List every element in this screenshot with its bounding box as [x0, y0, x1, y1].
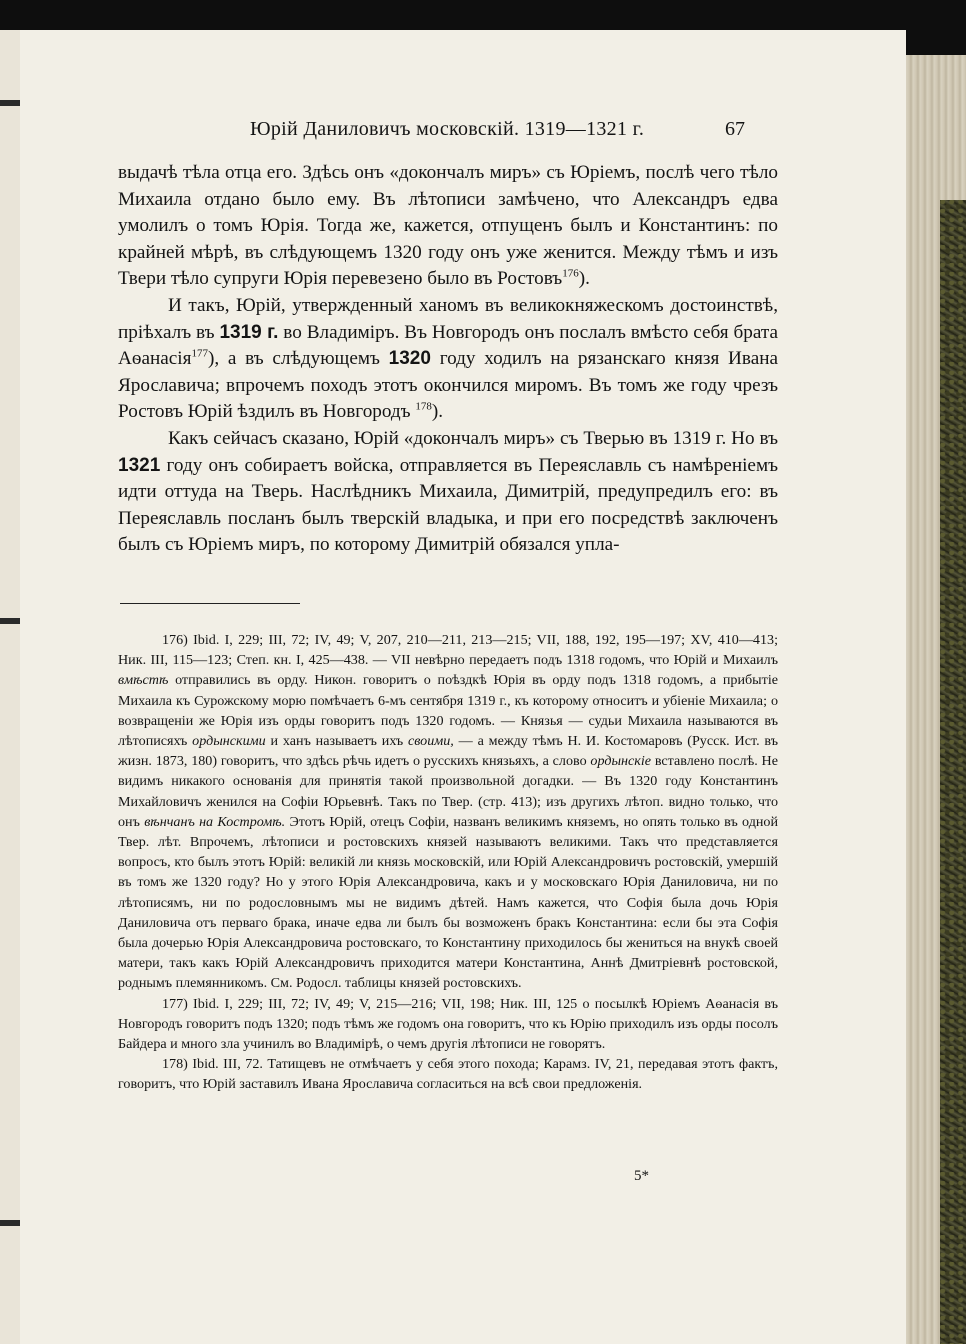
paragraph-2: И такъ, Юрій, утвержденный ханомъ въ великокняжескомъ достоинствѣ, пріѣхалъ въ 1319 г. во Владиміръ. Въ Новгородъ онъ послалъ вмѣсто себя брата Аѳанасія$^{177}$), а въ слѣдующемъ 1320 году ходилъ на рязанскаго князя Ивана Ярославича; впрочемъ походъ этотъ окончился миромъ. Въ томъ же году чрезъ Ростовъ Юрій ѣздилъ въ Новгородъ $^{178}$).: [118, 294, 779, 423]
footnotes: [118, 630, 778, 1095]
left-page-edge: [0, 30, 22, 1344]
book-page: [20, 30, 906, 1344]
note-ref: 176: [562, 267, 579, 280]
footnote-rule: [120, 603, 300, 604]
footnote-176: 176) Ibid. I, 229; III, 72; IV, 49; V, 207, 210—211, 213—215; VII, 188, 192, 195—197; XV, 410—413; Ник. III, 115—123; Степ. кн. I, 425—438. — VII невѣрно передаетъ подъ 1318 годомъ, что Юрій и Михаилъ вмѣстѣ отправились въ орду. Никон. говоритъ о поѣздкѣ Юрія въ орду подъ 1318 годомъ, а прибытіе Михаила къ Сурожскому морю помѣчаетъ 6-мъ сентября 1319 г., къ которому относитъ и убіеніе Михаила; о возвращеніи же Юрія изъ орды говоритъ подъ 1320 годомъ. — Князья — судьи Михаила называются въ лѣтописяхъ ордынскими и ханъ называетъ ихъ своими, — а между тѣмъ Н. И. Костомаровъ (Русск. Ист. въ жизн. 1873, 180) говоритъ, что здѣсь рѣчь идетъ о русскихъ князьяхъ, а слово ордынскіе вставлено послѣ. Не видимъ никакого основанія для принятія такой произвольной догадки. — Въ 1320 году Константинъ Михайловичъ женился на Софіи Юрьевнѣ. Такъ по Твер. (стр. 413); изъ другихъ лѣтоп. видно только, что онъ вѣнчанъ на Костромѣ. Этотъ Юрій, отецъ Софіи, названъ великимъ княземъ, но опять только въ одной Твер. лѣт. Впрочемъ, лѣтописи и ростовскихъ князей называютъ великими. Такъ что представляется вопросъ, кто былъ этотъ Юрій: великій ли князь московскій, или Юрій Александровичъ ростовскій, умершій въ томъ же 1320 году? Но у этого Юрія Александровича, какъ и у московскаго Юрія Даниловича, ни по лѣтописямъ, ни по родословнымъ мы не видимъ дѣтей. Намъ кажется, что Софія была дочь Юрія Даниловича отъ перваго брака, иначе едва ли былъ бы возможенъ бракъ Константина: если бы эта Софія была дочерью Юрія Александровича ростовскаго, то Константину приходилось бы жениться на внукѣ своей матери, такъ какъ Юрій Александровичъ приходится матери Константина, Аннѣ Дмитріевнѣ ростовской, роднымъ племянникомъ. См. Родосл. таблицы князей ростовскихъ.: [118, 632, 779, 992]
year-highlight: 1321: [118, 454, 161, 476]
page-number: 67: [725, 118, 745, 140]
main-text: [118, 160, 778, 559]
paragraph-3: Какъ сейчасъ сказано, Юрій «докончалъ миръ» съ Тверью въ 1319 г. Но въ 1321 году онъ собираетъ войска, отправляется въ Переяславль съ намѣреніемъ идти оттуда на Тверь. Наслѣдникъ Михаила, Димитрій, предупредилъ его: въ Переяславль посланъ былъ тверскій владыка, и при его посредствѣ заключенъ былъ съ Юріемъ миръ, по которому Димитрій обязался упла-: [118, 427, 779, 556]
signature-mark: 5*: [634, 1168, 649, 1184]
marbled-cover: [940, 200, 966, 1344]
year-highlight: 1320: [388, 348, 431, 370]
running-title: Юрій Даниловичъ московскій. 1319—1321 г.: [250, 118, 645, 140]
binding-mark: [0, 100, 20, 106]
binding-mark: [0, 618, 20, 624]
note-ref: 178: [415, 400, 432, 413]
footnote-178: 178) Ibid. III, 72. Татищевъ не отмѣчаетъ у себя этого похода; Карамз. IV, 21, передавая этотъ фактъ, говоритъ, что Юрій заставилъ Ивана Ярославича согласиться на всѣ свои предложенія.: [118, 1056, 778, 1093]
note-ref: 177: [191, 347, 208, 360]
footnote-177: 177) Ibid. I, 229; III, 72; IV, 49; V, 215—216; VII, 198; Ник. III, 125 о посылкѣ Юріемъ Аѳанасія въ Новгородъ говоритъ подъ 1320; подъ тѣмъ же годомъ она говоритъ, что къ Юрію приходилъ изъ орды посолъ Байдера и много зла учинилъ во Владимірѣ, о чемъ другія лѣтописи не говорятъ.: [118, 995, 778, 1053]
running-head: [20, 118, 906, 148]
year-highlight: 1319 г.: [219, 321, 279, 343]
binding-mark: [0, 1220, 20, 1226]
paragraph-1: выдачѣ тѣла отца его. Здѣсь онъ «докончалъ миръ» съ Юріемъ, послѣ чего тѣло Михаила отдано было ему. Въ лѣтописи замѣчено, что Александръ едва умолилъ о томъ Юрія. Тогда же, кажется, отпущенъ былъ и Константинъ: по крайней мѣрѣ, въ слѣдующемъ 1320 году онъ уже женится. Между тѣмъ и изъ Твери тѣло супруги Юрія перевезено было въ Ростовъ$^{176}$).: [118, 162, 778, 290]
